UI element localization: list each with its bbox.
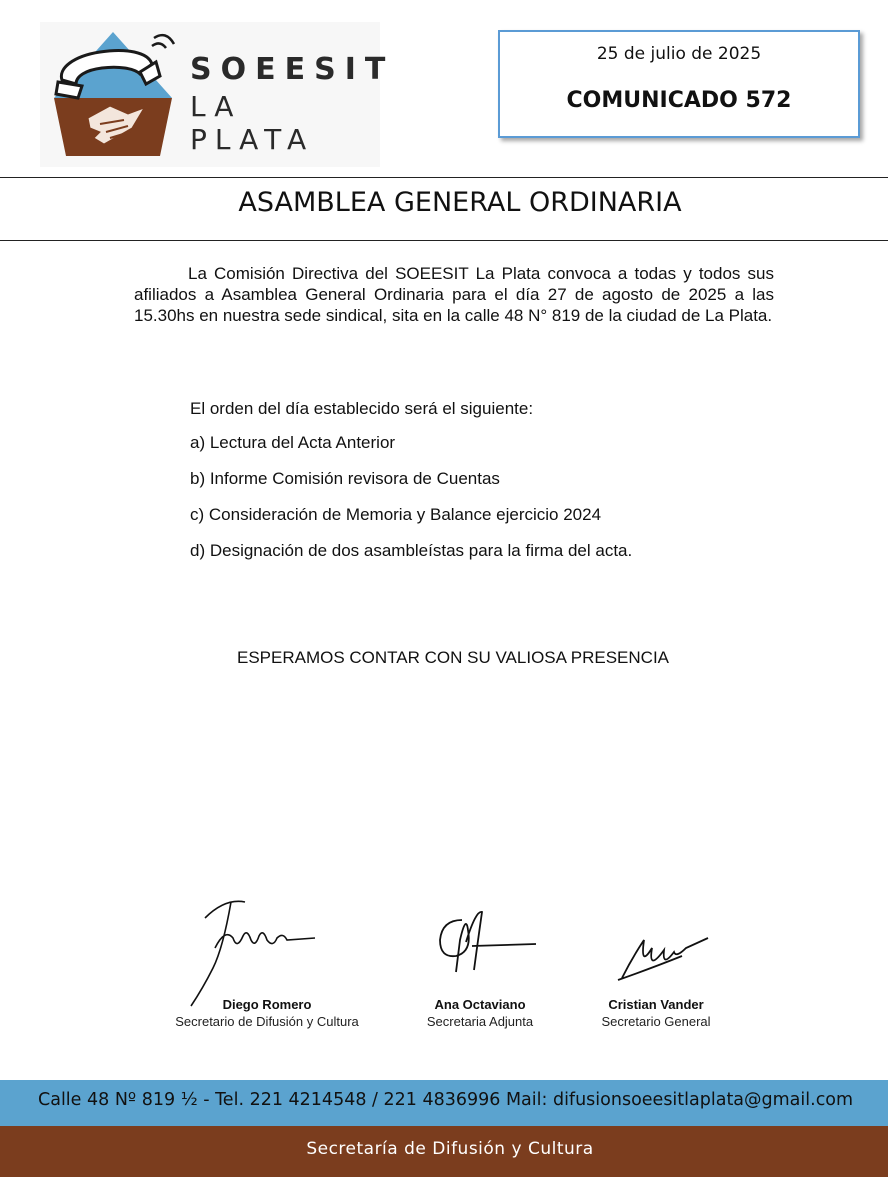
signature-block: [410, 997, 550, 1029]
brand-name: SOEESIT: [190, 52, 395, 87]
communique-number: COMUNICADO 572: [566, 88, 792, 113]
signature-block: [162, 997, 372, 1029]
footer-secretaria-bar: [0, 1126, 888, 1177]
signatory-role: Secretaria Adjunta: [426, 1014, 534, 1029]
communique-box: [498, 30, 860, 138]
agenda-item: b) Informe Comisión revisora de Cuentas: [190, 469, 500, 488]
signatory-role: Secretario General: [601, 1014, 711, 1029]
agenda-item: a) Lectura del Acta Anterior: [190, 433, 396, 452]
agenda-title: El orden del día establecido será el siguiente:: [190, 399, 534, 418]
title-rule-bottom: [0, 240, 888, 241]
footer-secretaria: Secretaría de Difusión y Cultura: [306, 1139, 594, 1159]
signatory-name: Cristian Vander: [608, 997, 704, 1012]
intro-paragraph: La Comisión Directiva del SOEESIT La Plata convoca a todas y todos sus afiliados a Asamblea General Ordinaria para el día 27 de agosto de 2025 a las 15.30hs en nuestra sede sindical, sita en la calle 48 N° 819 de la ciudad de La Plata.: [134, 264, 774, 325]
signature-romero-icon: [185, 888, 325, 1008]
agenda-list: [190, 433, 632, 577]
communique-date: 25 de julio de 2025: [596, 44, 762, 64]
closing-text: ESPERAMOS CONTAR CON SU VALIOSA PRESENCIA: [236, 648, 670, 667]
signatory-name: Diego Romero: [222, 997, 312, 1012]
union-logo-icon: [48, 28, 178, 163]
title-rule-top: [0, 177, 888, 178]
signature-block: [586, 997, 726, 1029]
signatory-name: Ana Octaviano: [434, 997, 526, 1012]
agenda-item: d) Designación de dos asambleístas para la firma del acta.: [190, 541, 633, 560]
signatory-role: Secretario de Difusión y Cultura: [175, 1014, 359, 1029]
brand-city: LA PLATA: [190, 90, 315, 156]
signature-octaviano-icon: [432, 900, 542, 980]
logo: [40, 22, 395, 167]
footer-contact: Calle 48 Nº 819 ½ - Tel. 221 4214548 / 221 4836996 Mail: difusionsoeesitlaplata@gmail.com: [38, 1090, 854, 1110]
footer-contact-bar: [0, 1080, 888, 1126]
page-title: ASAMBLEA GENERAL ORDINARIA: [238, 187, 682, 218]
agenda-item: c) Consideración de Memoria y Balance ejercicio 2024: [190, 505, 602, 524]
signature-vander-icon: [612, 928, 712, 988]
